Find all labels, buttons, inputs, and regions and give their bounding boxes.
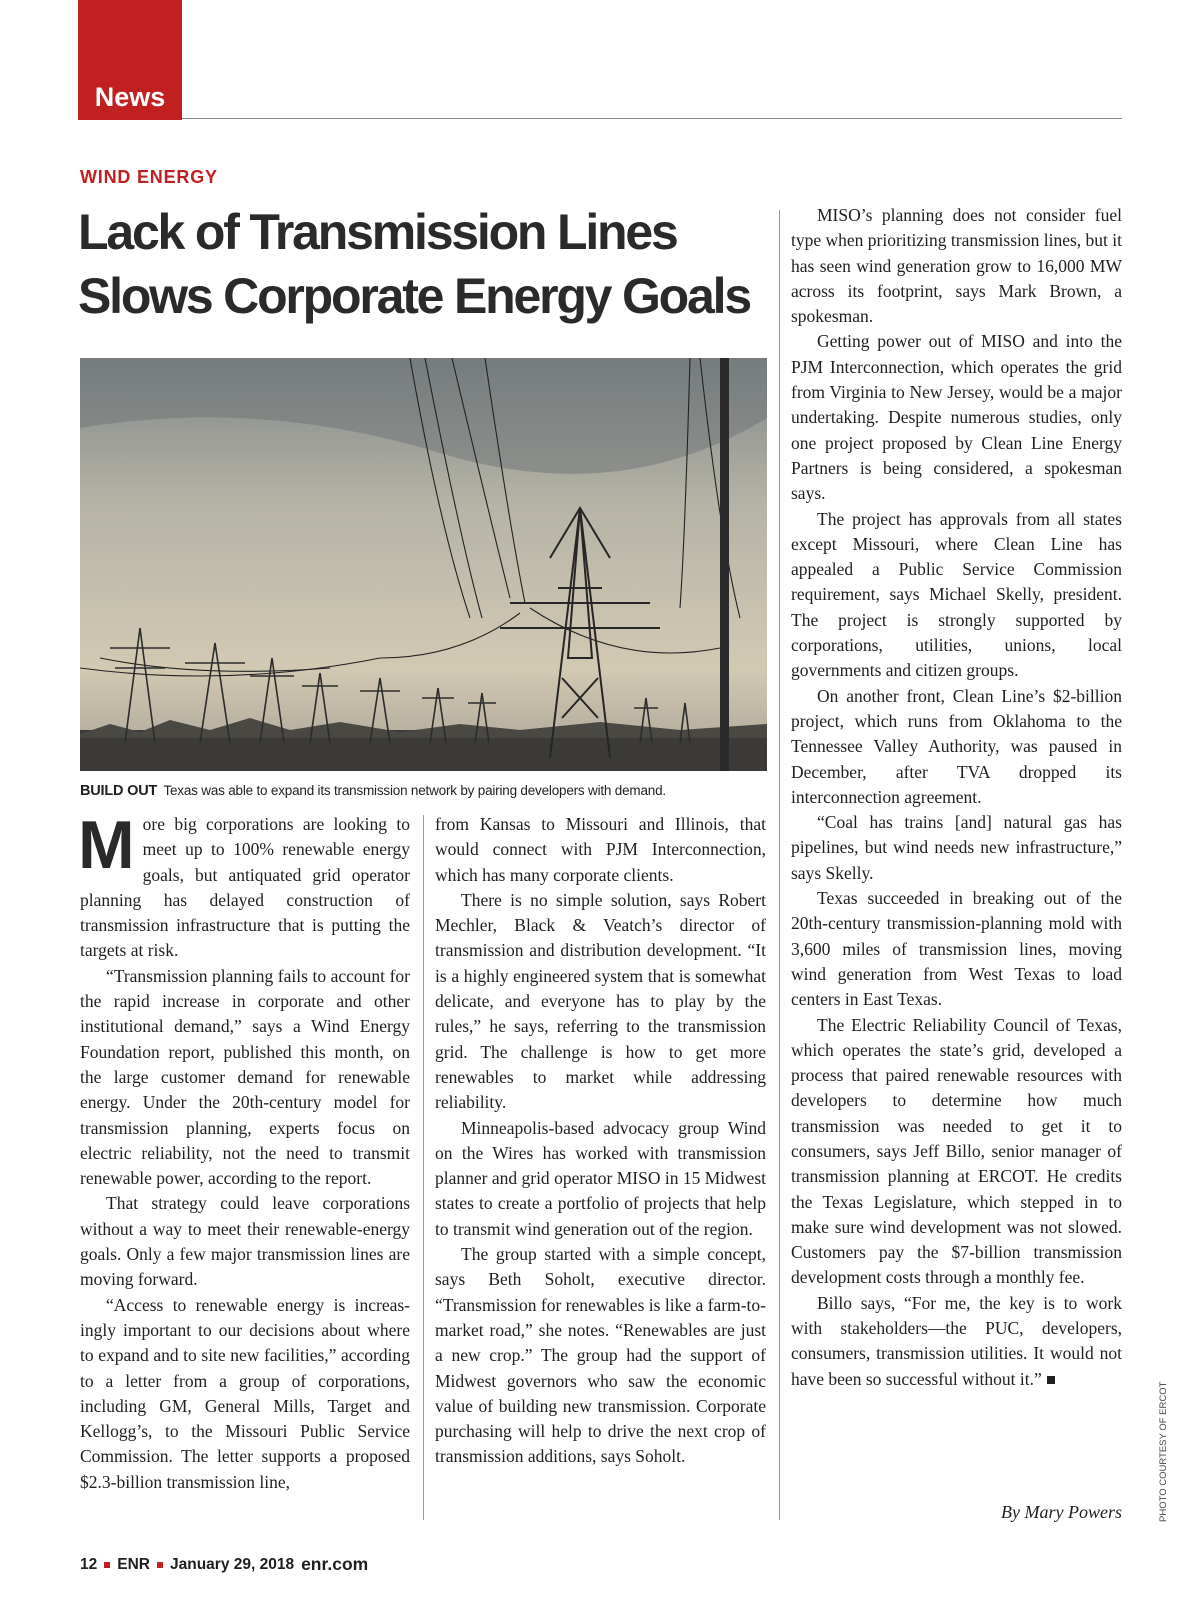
- publication-name: ENR: [117, 1555, 150, 1573]
- article-paragraph: The group started with a simple concept, says Beth Soholt, executive director. “Transmission for renewables is like a farm-to-market road,” she notes. “Renewables are just a new crop.” The group had the support of Midwest governors who saw the economic value of building new transmission. Corporate purchasing will help to drive the next crop of transmission additions, says Soholt.: [435, 1244, 766, 1467]
- article-column-3: [791, 203, 1122, 1392]
- article-paragraph: “Access to renewable energy is increasingly important to our decisions about where to expand and to site new facilities,” according to a letter from a group of corporations, including GM, General Mills, Target and Kellogg’s, to the Missouri Public Service Commission. The letter supports a proposed $2.3-billion transmission line,: [80, 1294, 410, 1492]
- header-rule: [182, 118, 1122, 119]
- section-tab-label: News: [94, 82, 166, 112]
- transmission-towers-image: [80, 358, 767, 771]
- article-column-1: [78, 807, 410, 1495]
- article-paragraph: More big corporations are looking to meet up to 100% renewable energy goals, but antiquated grid operator planning has delayed construction of transmission infrastructure that is putting the targets at risk.: [78, 807, 410, 961]
- end-of-story-mark: [1047, 1376, 1055, 1384]
- article-photo: [80, 358, 767, 771]
- article-paragraph: Getting power out of MISO and into the PJM Interconnection, which operates the grid from Virginia to New Jersey, would be a major undertaking. Despite numerous studies, only one project proposed by Clean Line Energy Partners is being considered, a spokesman says.: [791, 331, 1122, 504]
- separator-square-icon: [104, 1562, 110, 1568]
- photo-credit: PHOTO COURTESY OF ERCOT: [1158, 1381, 1169, 1522]
- article-paragraph: from Kansas to Missouri and Illinois, that would connect with PJM Interconnection, which has many corporate clients.: [435, 814, 766, 885]
- article-paragraph: “Coal has trains [and] natural gas has pipelines, but wind needs new infrastructure,” says Skelly.: [791, 812, 1122, 883]
- caption-text: Texas was able to expand its transmission network by pairing developers with demand.: [163, 783, 666, 798]
- headline-line-2: Slows Corporate Energy Goals: [78, 268, 750, 324]
- website-link[interactable]: enr.com: [301, 1554, 369, 1574]
- article-column-2: [435, 812, 766, 1470]
- article-paragraph: On another front, Clean Line’s $2-billion project, which runs from Oklahoma to the Tennessee Valley Authority, was paused in December, after TVA dropped its interconnection agreement.: [791, 685, 1122, 807]
- separator-square-icon: [157, 1562, 163, 1568]
- article-paragraph: “Transmission planning fails to account for the rapid increase in corporate and other institutional demand,” says a Wind Energy Foundation report, published this month, on the large customer demand for renewable energy. Under the 20th-century model for transmission planning, experts focus on electric reliability, not the need to transmit renewable power, according to the report.: [80, 965, 410, 1189]
- article-paragraph: Minneapolis-based advocacy group Wind on the Wires has worked with transmission planner and grid operator MISO in 15 Midwest states to create a portfolio of projects that help to transmit wind generation out of the region.: [435, 1117, 766, 1239]
- section-tab[interactable]: [78, 0, 182, 120]
- byline: By Mary Powers: [1001, 1502, 1122, 1522]
- article-paragraph: There is no simple solution, says Robert Mechler, Black & Veatch’s director of transmission and distribution development. “It is a highly engineered system that is somewhat delicate, and everyone has to play by the rules,” he says, referring to the transmission grid. The challenge is how to get more renewables to market while addressing reliability.: [435, 889, 766, 1113]
- headline-line-1: Lack of Transmission Lines: [78, 204, 677, 260]
- page-footer: [80, 1554, 368, 1575]
- column-divider: [423, 815, 424, 1520]
- article-paragraph: Billo says, “For me, the key is to work with stakeholders—the PUC, developers, consumers, transmission utilities. It would not have been so successful without it.”: [791, 1292, 1122, 1389]
- issue-date: January 29, 2018: [169, 1555, 295, 1573]
- page-number: 12: [80, 1555, 98, 1573]
- article-kicker: WIND ENERGY: [80, 167, 218, 187]
- article-paragraph: That strategy could leave corporations without a way to meet their renewable-energy goals. Only a few major transmission lines are moving forward.: [80, 1193, 410, 1290]
- article-paragraph: The Electric Reliability Council of Texas, which operates the state’s grid, developed a process that paired renewable resources with developers to determine how much transmission was needed to get it to consumers, says Jeff Billo, senior manager of transmission planning at ERCOT. He credits the Texas Legislature, which stepped in to make sure wind development was not slowed. Customers pay the $7-billion transmission development costs through a monthly fee.: [791, 1014, 1122, 1288]
- article-paragraph: Texas succeeded in breaking out of the 20th-century transmission-planning mold with 3,600 miles of transmission lines, moving wind generation from West Texas to load centers in East Texas.: [791, 888, 1122, 1010]
- article-paragraph: MISO’s planning does not consider fuel type when prioritizing transmission lines, but it has seen wind generation grow to 16,000 MW across its footprint, says Mark Brown, a spokesman.: [791, 205, 1123, 327]
- photo-caption: [80, 783, 780, 799]
- article-paragraph: The project has approvals from all states except Missouri, where Clean Line has appealed a Public Service Commission requirement, says Michael Skelly, president. The project is strongly supported by corporations, utilities, unions, local governments and citizen groups.: [791, 508, 1122, 681]
- article-headline: [78, 200, 778, 328]
- column-divider: [779, 210, 780, 1520]
- caption-label: BUILD OUT: [80, 783, 158, 799]
- drop-cap: M: [78, 807, 135, 883]
